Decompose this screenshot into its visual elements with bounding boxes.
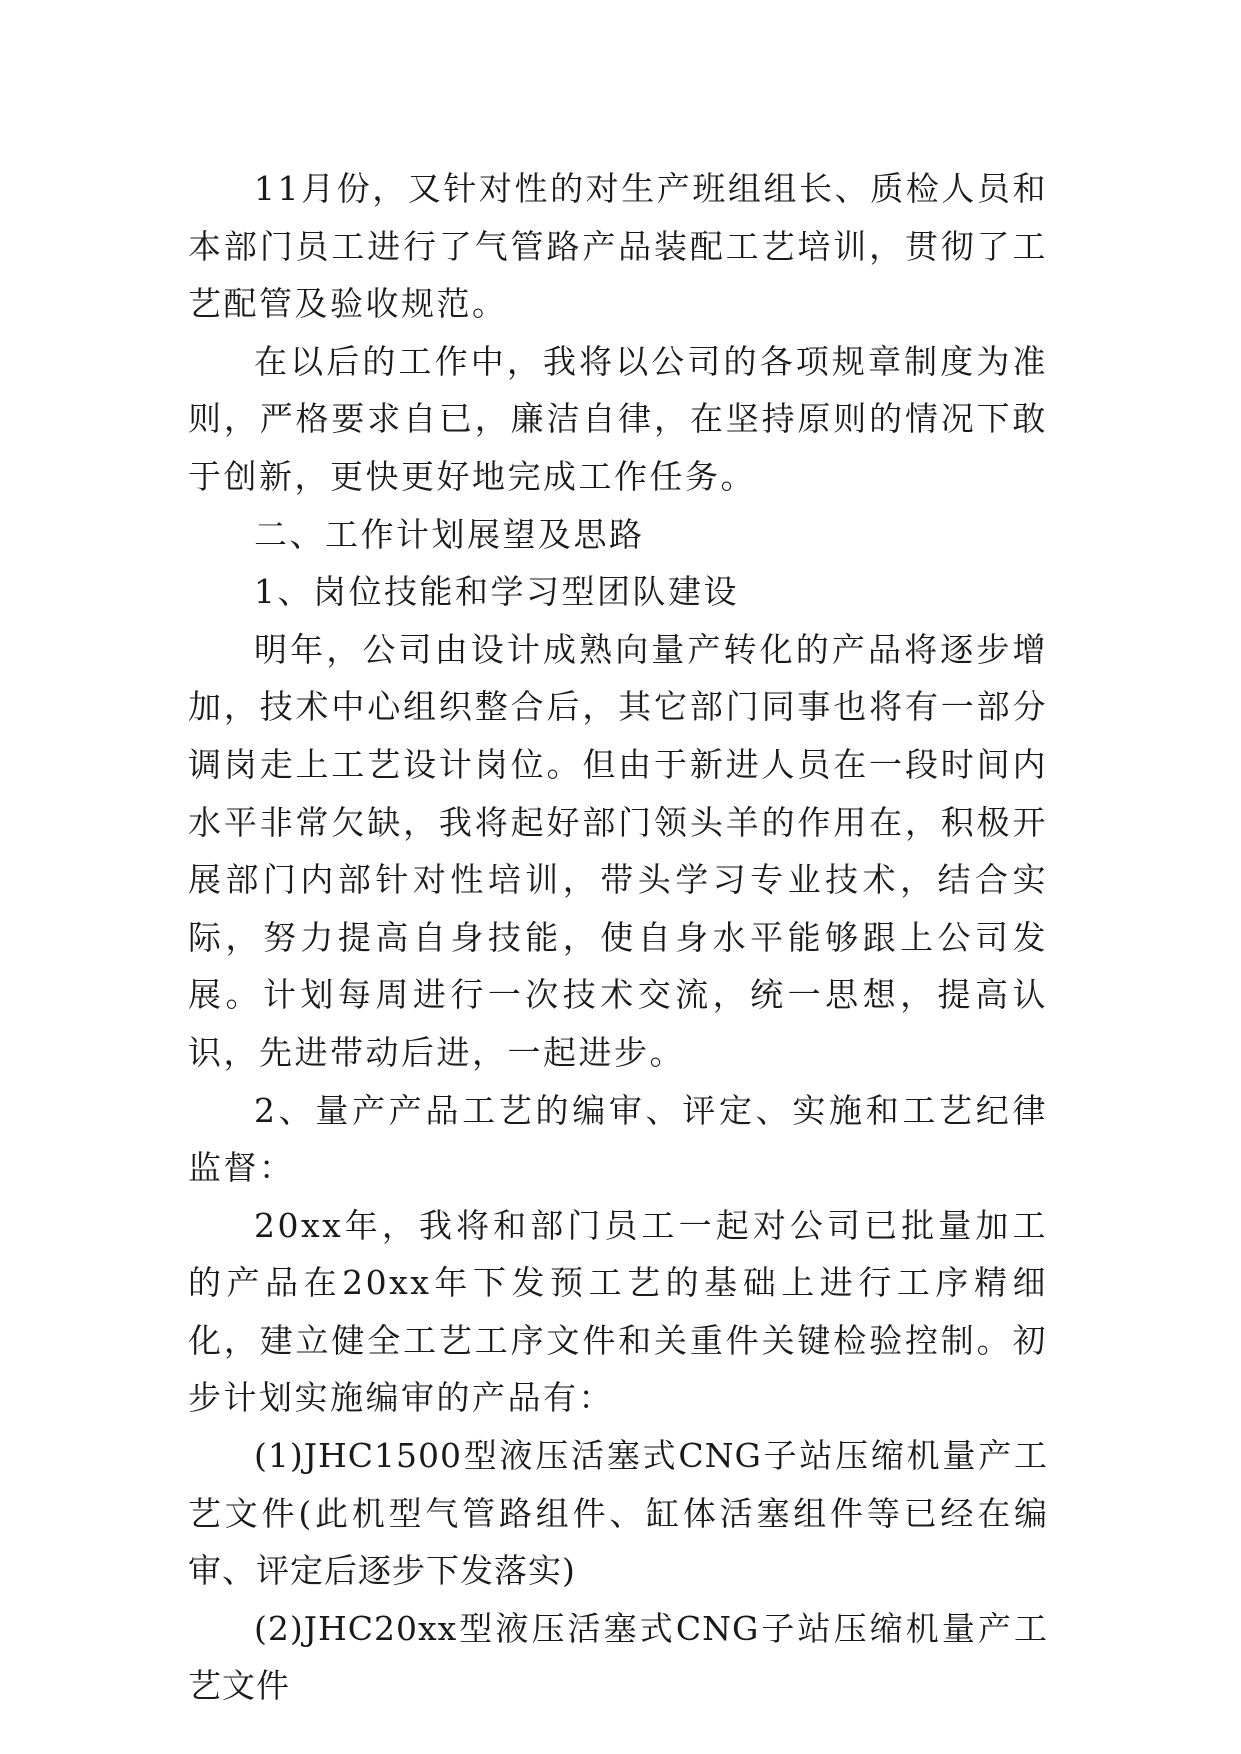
paragraph-process-refinement: 20xx年，我将和部门员工一起对公司已批量加工的产品在20xx年下发预工艺的基础上进行工序精细化，建立健全工艺工序文件和关重件关键检验控制。初步计划实施编审的产品有： xyxy=(188,1205,1048,1418)
subheading-team-building: 1、岗位技能和学习型团队建设 xyxy=(254,572,739,612)
paragraph-next-year-plan: 明年，公司由设计成熟向量产转化的产品将逐步增加，技术中心组织整合后，其它部门同事也将有一部分调岗走上工艺设计岗位。但由于新进人员在一段时间内水平非常欠缺，我将起好部门领头羊的作用在，积极开展部门内部针对性培训，带头学习专业技术，结合实际，努力提高自身技能，使自身水平能够跟上公司发展。计划每周进行一次技术交流，统一思想，提高认识，先进带动后进，一起进步。 xyxy=(188,629,1048,1072)
subheading-process-review: 2、量产产品工艺的编审、评定、实施和工艺纪律监督： xyxy=(188,1090,1048,1188)
paragraph-training-november: 11月份，又针对性的对生产班组组长、质检人员和本部门员工进行了气管路产品装配工艺培训，贯彻了工艺配管及验收规范。 xyxy=(188,169,1048,324)
paragraph-work-attitude: 在以后的工作中，我将以公司的各项规章制度为准则，严格要求自已，廉洁自律，在坚持原则的情况下敢于创新，更快更好地完成工作任务。 xyxy=(188,341,1048,496)
document-body xyxy=(188,160,1048,1715)
section-heading-work-plan: 二、工作计划展望及思路 xyxy=(254,514,645,554)
list-item-jhc1500: (1)JHC1500型液压活塞式CNG子站压缩机量产工艺文件(此机型气管路组件、缸体活塞组件等已经在编审、评定后逐步下发落实) xyxy=(188,1436,1048,1591)
list-item-jhc20xx: (2)JHC20xx型液压活塞式CNG子站压缩机量产工艺文件 xyxy=(188,1608,1048,1706)
